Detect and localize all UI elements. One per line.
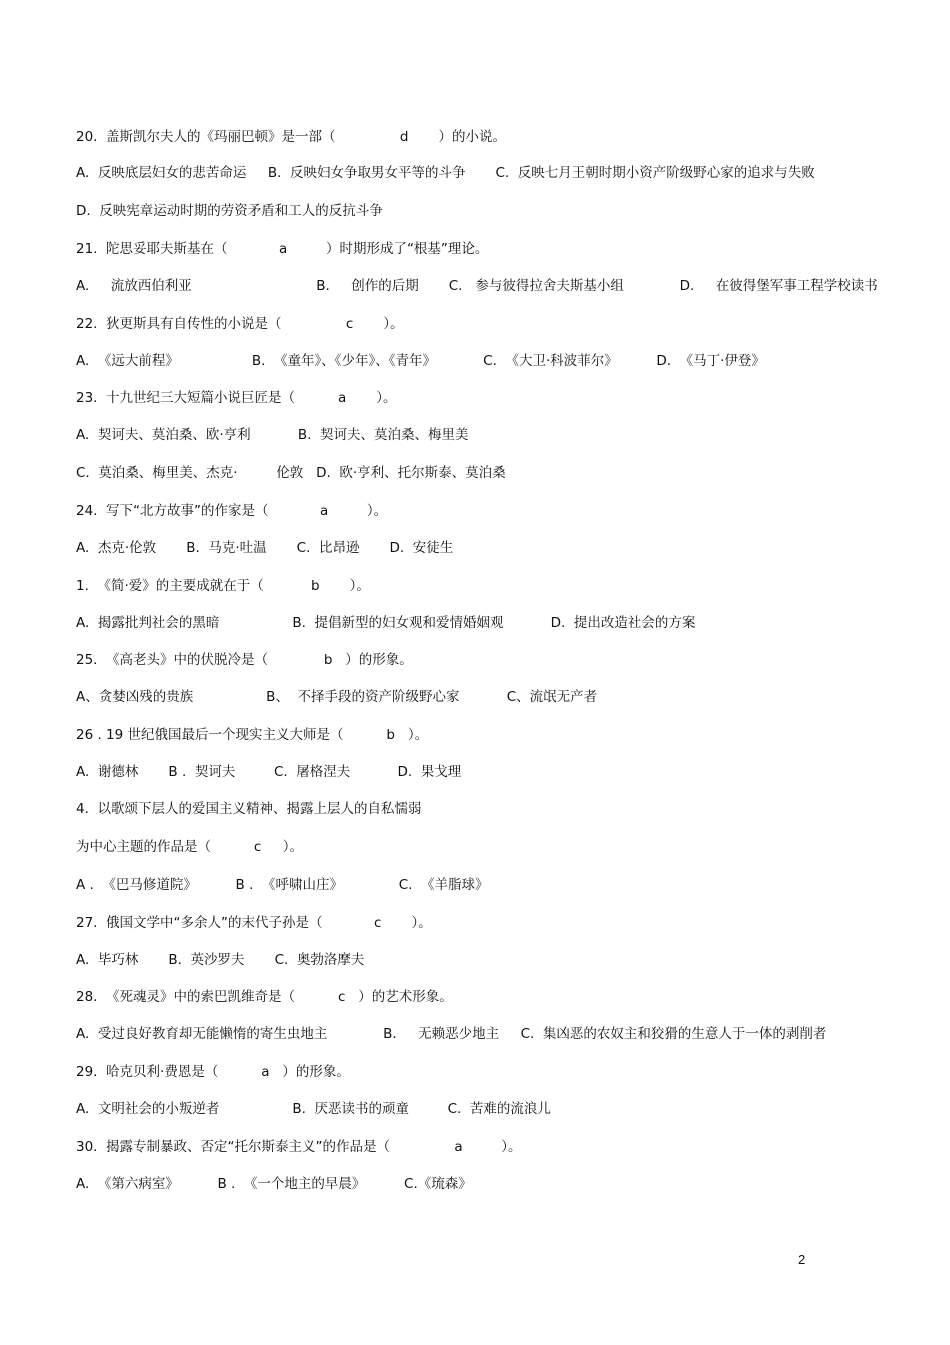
- question-22: 22. 狄更斯具有自传性的小说是（ c ）。: [76, 316, 404, 332]
- question-20: 20. 盖斯凯尔夫人的《玛丽巴顿》是一部（ d ）的小说。: [76, 129, 507, 145]
- question-29: 29. 哈克贝利·费恩是（ a ）的形象。: [76, 1064, 350, 1080]
- question-26: 26 . 19 世纪俄国最后一个现实主义大师是（ b ）。: [76, 727, 429, 743]
- options-22: A. 《远大前程》 B. 《童年》、《少年》、《青年》 C. 《大卫·科波菲尔》 D. 《马丁·伊登》: [76, 353, 765, 369]
- options-23-cd: C. 莫泊桑、梅里美、杰克· 伦敦 D. 欧·亨利、托尔斯泰、莫泊桑: [76, 465, 506, 481]
- question-23: 23. 十九世纪三大短篇小说巨匠是（ a ）。: [76, 390, 397, 406]
- question-25: 25. 《高老头》中的伏脱冷是（ b ）的形象。: [76, 652, 413, 668]
- question-4-part1: 4. 以歌颂下层人的爱国主义精神、揭露上层人的自私懦弱: [76, 801, 422, 817]
- options-27: A. 毕巧林 B. 英沙罗夫 C. 奥勃洛摩夫: [76, 952, 365, 968]
- question-4-part2: 为中心主题的作品是（ c ）。: [76, 839, 304, 855]
- page-number: 2: [798, 1252, 806, 1267]
- question-28: 28. 《死魂灵》中的索巴凯维奇是（ c ）的艺术形象。: [76, 989, 453, 1005]
- question-21: 21. 陀思妥耶夫斯基在（ a ）时期形成了“根基”理论。: [76, 241, 489, 257]
- options-30: A. 《第六病室》 B . 《一个地主的早晨》 C.《琉森》: [76, 1176, 472, 1192]
- question-24: 24. 写下“北方故事”的作家是（ a ）。: [76, 503, 388, 519]
- options-20-abc: A. 反映底层妇女的悲苦命运 B. 反映妇女争取男女平等的斗争 C. 反映七月王朝时期小资产阶级野心家的追求与失败: [76, 165, 815, 181]
- options-23-ab: A. 契诃夫、莫泊桑、欧·亨利 B. 契诃夫、莫泊桑、梅里美: [76, 427, 469, 443]
- options-1: A. 揭露批判社会的黑暗 B. 提倡新型的妇女观和爱情婚姻观 D. 提出改造社会的方案: [76, 615, 696, 631]
- options-28: A. 受过良好教育却无能懒惰的寄生虫地主 B. 无赖恶少地主 C. 集凶恶的农奴主和狡猾的生意人于一体的剥削者: [76, 1026, 827, 1042]
- options-26: A. 谢德林 B . 契诃夫 C. 屠格涅夫 D. 果戈理: [76, 764, 462, 780]
- options-24: A. 杰克·伦敦 B. 马克·吐温 C. 比昂逊 D. 安徒生: [76, 540, 454, 556]
- options-29: A. 文明社会的小叛逆者 B. 厌恶读书的顽童 C. 苦难的流浪儿: [76, 1101, 551, 1117]
- options-20-d: D. 反映宪章运动时期的劳资矛盾和工人的反抗斗争: [76, 203, 383, 219]
- question-30: 30. 揭露专制暴政、否定“托尔斯泰主义”的作品是（ a ）。: [76, 1139, 522, 1155]
- options-25: A、贪婪凶残的贵族 B、 不择手段的资产阶级野心家 C、流氓无产者: [76, 689, 598, 705]
- options-21: A. 流放西伯利亚 B. 创作的后期 C. 参与彼得拉舍夫斯基小组 D. 在彼得堡军事工程学校读书: [76, 278, 878, 294]
- question-27: 27. 俄国文学中“多余人”的末代子孙是（ c ）。: [76, 915, 432, 931]
- question-1: 1. 《简·爱》的主要成就在于（ b ）。: [76, 578, 370, 594]
- options-4: A . 《巴马修道院》 B . 《呼啸山庄》 C. 《羊脂球》: [76, 877, 489, 893]
